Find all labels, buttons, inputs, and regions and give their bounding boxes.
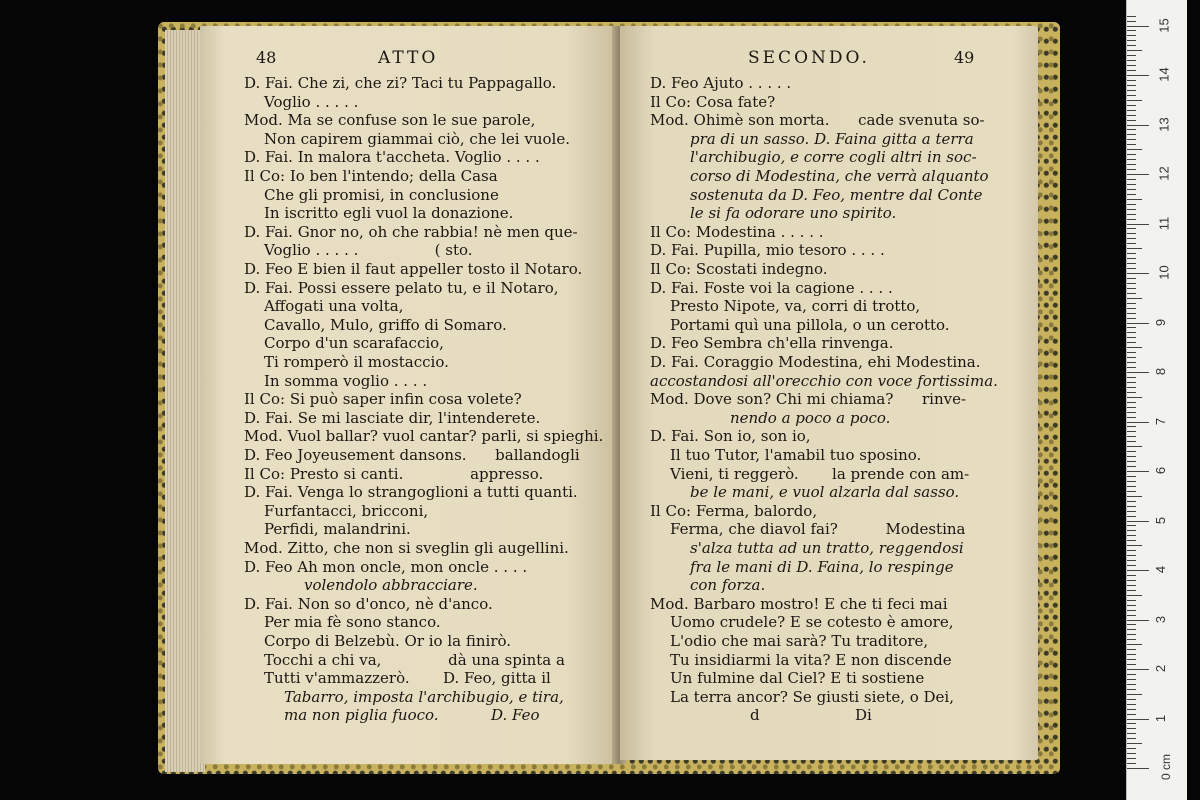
text-line: Il Co: Scostati indegno. bbox=[650, 260, 828, 278]
text-line: Affogati una volta, bbox=[264, 297, 404, 316]
ruler-tick bbox=[1127, 144, 1136, 145]
text-line: D. Feo E bien il faut appeller tosto il Notaro. bbox=[244, 260, 583, 278]
ruler-tick bbox=[1127, 204, 1136, 205]
ruler-tick bbox=[1127, 258, 1136, 259]
ruler-tick bbox=[1127, 501, 1136, 502]
ruler-tick bbox=[1127, 268, 1136, 269]
text-line: Che gli promisi, in conclusione bbox=[264, 185, 499, 204]
ruler-tick bbox=[1127, 525, 1136, 526]
ruler-tick bbox=[1127, 719, 1149, 720]
ruler-tick bbox=[1127, 214, 1136, 215]
text-line: sostenuta da D. Feo, mentre dal Conte bbox=[690, 185, 983, 204]
ruler-tick bbox=[1127, 288, 1136, 289]
ruler-tick bbox=[1127, 659, 1136, 660]
ruler-tick bbox=[1127, 184, 1136, 185]
text-line: Un fulmine dal Ciel? E ti sostiene bbox=[670, 669, 925, 688]
text-line: In somma voglio . . . . bbox=[264, 371, 428, 390]
ruler-tick bbox=[1127, 649, 1136, 650]
text-line: D. Fai. Che zi, che zi? Taci tu Pappagallo. bbox=[244, 74, 557, 92]
text-line: pra di un sasso. D. Faina gitta a terra bbox=[690, 129, 974, 148]
ruler-tick bbox=[1127, 65, 1136, 66]
ruler-tick bbox=[1127, 308, 1136, 309]
ruler-tick bbox=[1127, 174, 1149, 175]
ruler-tick bbox=[1127, 496, 1142, 497]
text-line: Corpo d'un scarafaccio, bbox=[264, 334, 444, 353]
ruler-tick bbox=[1127, 753, 1136, 754]
ruler-number: 4 bbox=[1153, 565, 1169, 574]
ruler-tick bbox=[1127, 575, 1136, 576]
ruler-tick bbox=[1127, 367, 1136, 368]
text-line: corso di Modestina, che verrà alquanto bbox=[690, 167, 989, 185]
text-line: s'alza tutta ad un tratto, reggendosi bbox=[690, 539, 964, 557]
ruler-tick bbox=[1127, 441, 1136, 442]
ruler-tick bbox=[1127, 85, 1136, 86]
ruler-tick bbox=[1127, 179, 1136, 180]
text-line: D. Feo Ajuto . . . . . bbox=[650, 74, 792, 92]
ruler-tick bbox=[1127, 362, 1136, 363]
ruler-tick bbox=[1127, 535, 1136, 536]
text-line: Perfidi, malandrini. bbox=[264, 520, 411, 539]
text-line: fra le mani di D. Faina, lo respinge bbox=[690, 557, 954, 576]
ruler-tick bbox=[1127, 456, 1136, 457]
ruler-tick bbox=[1127, 624, 1136, 625]
text-line: Mod. Vuol ballar? vuol cantar? parli, si spieghi. bbox=[244, 427, 604, 446]
ruler-tick bbox=[1127, 283, 1136, 284]
text-line: Tutti v'ammazzerò. D. Feo, gitta il bbox=[264, 669, 551, 688]
ruler-number: 11 bbox=[1156, 216, 1172, 230]
ruler-tick bbox=[1127, 253, 1136, 254]
ruler-tick bbox=[1127, 431, 1136, 432]
text-line: D. Fai. Foste voi la cagione . . . . bbox=[650, 278, 893, 297]
right-page-number: 49 bbox=[954, 48, 975, 67]
ruler-tick bbox=[1127, 743, 1142, 744]
ruler-tick bbox=[1127, 26, 1149, 27]
ruler-tick bbox=[1127, 318, 1136, 319]
right-page bbox=[620, 26, 1038, 760]
ruler-tick bbox=[1127, 491, 1136, 492]
ruler-tick bbox=[1127, 684, 1136, 685]
ruler-tick bbox=[1127, 224, 1149, 225]
ruler-tick bbox=[1127, 476, 1136, 477]
ruler-number: 8 bbox=[1153, 367, 1169, 376]
ruler-tick bbox=[1127, 120, 1136, 121]
text-line: Mod. Ohimè son morta. cade svenuta so- bbox=[650, 111, 985, 130]
text-line: Furfantacci, bricconi, bbox=[264, 501, 429, 520]
ruler-tick bbox=[1127, 352, 1136, 353]
ruler-tick bbox=[1127, 387, 1136, 388]
ruler-tick bbox=[1127, 521, 1149, 522]
ruler-tick bbox=[1127, 728, 1136, 729]
ruler-tick bbox=[1127, 16, 1136, 17]
ruler-tick bbox=[1127, 733, 1136, 734]
ruler-number: 14 bbox=[1156, 67, 1172, 82]
ruler-number: 6 bbox=[1153, 466, 1169, 475]
ruler-tick bbox=[1127, 332, 1136, 333]
ruler-unit-label: 0 cm bbox=[1159, 753, 1174, 781]
text-line: Presto Nipote, va, corri di trotto, bbox=[670, 297, 921, 316]
ruler-tick bbox=[1127, 694, 1142, 695]
ruler-number: 10 bbox=[1156, 265, 1172, 280]
ruler-tick bbox=[1127, 407, 1136, 408]
text-line: D. Fai. Se mi lasciate dir, l'intenderete. bbox=[244, 408, 541, 427]
ruler-tick bbox=[1127, 357, 1136, 358]
ruler-tick bbox=[1127, 70, 1136, 71]
ruler-tick bbox=[1127, 327, 1136, 328]
ruler-tick bbox=[1127, 243, 1136, 244]
text-line: Mod. Barbaro mostro! E che ti feci mai bbox=[650, 594, 948, 613]
ruler-tick bbox=[1127, 738, 1136, 739]
ruler-tick bbox=[1127, 159, 1136, 160]
ruler-number: 15 bbox=[1156, 17, 1172, 33]
ruler-tick bbox=[1127, 134, 1136, 135]
text-line: D. Fai. Coraggio Modestina, ehi Modestina. bbox=[650, 353, 981, 371]
ruler-tick bbox=[1127, 303, 1136, 304]
ruler-tick bbox=[1127, 80, 1136, 81]
ruler-number: 1 bbox=[1153, 714, 1169, 722]
ruler-tick bbox=[1127, 298, 1142, 299]
left-page-number: 48 bbox=[256, 48, 277, 67]
text-line: Ti romperò il mostaccio. bbox=[264, 353, 449, 371]
ruler-tick bbox=[1127, 560, 1136, 561]
ruler-tick bbox=[1127, 580, 1136, 581]
ruler-tick bbox=[1127, 313, 1136, 314]
ruler-tick bbox=[1127, 209, 1136, 210]
text-line: D. Feo Joyeusement dansons. ballandogli bbox=[244, 446, 580, 464]
ruler-tick bbox=[1127, 110, 1136, 111]
text-line: nendo a poco a poco. bbox=[730, 408, 891, 427]
text-line: volendolo abbracciare. bbox=[304, 576, 478, 595]
ruler-tick bbox=[1127, 669, 1149, 670]
ruler-tick bbox=[1127, 233, 1136, 234]
ruler-tick bbox=[1127, 129, 1136, 130]
text-line: Portami quì una pillola, o un cerotto. bbox=[670, 315, 950, 334]
ruler-tick bbox=[1127, 293, 1136, 294]
ruler-tick bbox=[1127, 194, 1136, 195]
ruler-tick bbox=[1127, 105, 1136, 106]
ruler-number: 2 bbox=[1153, 664, 1169, 673]
ruler-tick bbox=[1127, 199, 1142, 200]
text-line: Mod. Zitto, che non si sveglin gli augellini. bbox=[244, 539, 569, 557]
ruler-tick bbox=[1127, 248, 1142, 249]
text-line: D. Feo Sembra ch'ella rinvenga. bbox=[650, 334, 894, 353]
ruler-tick bbox=[1127, 342, 1136, 343]
ruler-tick bbox=[1127, 392, 1136, 393]
ruler-tick bbox=[1127, 446, 1142, 447]
ruler-tick bbox=[1127, 723, 1136, 724]
ruler-tick bbox=[1127, 55, 1136, 56]
ruler-tick bbox=[1127, 758, 1136, 759]
ruler-tick bbox=[1127, 634, 1136, 635]
text-line: Mod. Ma se confuse son le sue parole, bbox=[244, 111, 536, 130]
ruler-tick bbox=[1127, 699, 1136, 700]
ruler-tick bbox=[1127, 639, 1136, 640]
ruler-tick bbox=[1127, 115, 1136, 116]
ruler-tick bbox=[1127, 763, 1136, 764]
text-line: Voglio . . . . . bbox=[264, 92, 359, 111]
ruler-tick bbox=[1127, 100, 1142, 101]
ruler-tick bbox=[1127, 377, 1136, 378]
ruler-tick bbox=[1127, 516, 1136, 517]
text-line: Cavallo, Mulo, griffo di Somaro. bbox=[264, 315, 507, 334]
text-line: l'archibugio, e corre cogli altri in soc- bbox=[690, 148, 977, 167]
ruler-tick bbox=[1127, 511, 1136, 512]
ruler-tick bbox=[1127, 555, 1136, 556]
ruler-tick bbox=[1127, 506, 1136, 507]
ruler-tick bbox=[1127, 644, 1142, 645]
text-line: Per mia fè sono stanco. bbox=[264, 613, 441, 632]
text-line: Tocchi a chi va, dà una spinta a bbox=[264, 650, 565, 669]
ruler-tick bbox=[1127, 149, 1142, 150]
ruler-tick bbox=[1127, 654, 1136, 655]
text-line: accostandosi all'orecchio con voce fortissima. bbox=[650, 371, 998, 390]
text-line: Il Co: Ferma, balordo, bbox=[650, 501, 818, 520]
ruler-tick bbox=[1127, 451, 1136, 452]
ruler-tick bbox=[1127, 278, 1136, 279]
ruler-tick bbox=[1127, 273, 1149, 274]
ruler-tick bbox=[1127, 139, 1136, 140]
ruler-number: 13 bbox=[1156, 116, 1172, 132]
ruler-tick bbox=[1127, 530, 1136, 531]
ruler-tick bbox=[1127, 471, 1149, 472]
ruler-tick bbox=[1127, 21, 1136, 22]
ruler-tick bbox=[1127, 714, 1136, 715]
ruler-tick bbox=[1127, 540, 1136, 541]
text-line: La terra ancor? Se giusti siete, o Dei, bbox=[670, 687, 954, 706]
ruler-tick bbox=[1127, 323, 1149, 324]
ruler-tick bbox=[1127, 704, 1136, 705]
ruler-tick bbox=[1127, 768, 1149, 769]
text-line: D. Fai. Possi essere pelato tu, e il Notaro, bbox=[244, 278, 559, 297]
ruler-tick bbox=[1127, 45, 1136, 46]
ruler-tick bbox=[1127, 486, 1136, 487]
ruler-tick bbox=[1127, 595, 1142, 596]
ruler-tick bbox=[1127, 748, 1136, 749]
ruler-tick bbox=[1127, 189, 1136, 190]
ruler-number: 12 bbox=[1156, 166, 1172, 181]
ruler-tick bbox=[1127, 466, 1136, 467]
ruler-tick bbox=[1127, 75, 1149, 76]
text-line: D. Fai. In malora t'accheta. Voglio . . . . bbox=[244, 148, 540, 167]
text-line: con forza. bbox=[690, 576, 766, 595]
text-line: Il Co: Io ben l'intendo; della Casa bbox=[244, 167, 498, 185]
ruler-tick bbox=[1127, 689, 1136, 690]
text-line: Uomo crudele? E se cotesto è amore, bbox=[670, 613, 954, 632]
ruler-tick bbox=[1127, 620, 1149, 621]
left-page bbox=[200, 26, 615, 764]
ruler-tick bbox=[1127, 154, 1136, 155]
text-line: D. Fai. Gnor no, oh che rabbia! nè men que- bbox=[244, 222, 578, 241]
text-line: Ferma, che diavol fai? Modestina bbox=[670, 520, 966, 539]
ruler-tick bbox=[1127, 545, 1142, 546]
ruler-tick bbox=[1127, 164, 1136, 165]
ruler-tick bbox=[1127, 402, 1136, 403]
ruler-tick bbox=[1127, 550, 1136, 551]
ruler-tick bbox=[1127, 570, 1149, 571]
ruler-tick bbox=[1127, 436, 1136, 437]
ruler-tick bbox=[1127, 615, 1136, 616]
ruler-tick bbox=[1127, 90, 1136, 91]
ruler-tick bbox=[1127, 347, 1142, 348]
ruler-tick bbox=[1127, 95, 1136, 96]
ruler-tick bbox=[1127, 709, 1136, 710]
ruler-number: 9 bbox=[1153, 318, 1169, 326]
ruler-tick bbox=[1127, 426, 1136, 427]
ruler-tick bbox=[1127, 585, 1136, 586]
ruler-tick bbox=[1127, 679, 1136, 680]
ruler-tick bbox=[1127, 461, 1136, 462]
text-line: Mod. Dove son? Chi mi chiama? rinve- bbox=[650, 390, 967, 409]
ruler-tick bbox=[1127, 565, 1136, 566]
ruler-tick bbox=[1127, 30, 1136, 31]
text-line: Il Co: Presto si canti. appresso. bbox=[244, 464, 544, 483]
text-line: D. Fai. Venga lo strangoglioni a tutti quanti. bbox=[244, 483, 578, 502]
ruler-tick bbox=[1127, 238, 1136, 239]
text-line: Il Co: Si può saper infin cosa volete? bbox=[244, 390, 522, 409]
text-line: Vieni, ti reggerò. la prende con am- bbox=[670, 464, 970, 483]
ruler-tick bbox=[1127, 605, 1136, 606]
ruler-tick bbox=[1127, 422, 1149, 423]
text-line: D. Feo Ah mon oncle, mon oncle . . . . bbox=[244, 557, 528, 576]
text-line: d Di bbox=[750, 706, 872, 725]
ruler-number: 5 bbox=[1153, 516, 1169, 524]
text-line: le si fa odorare uno spirito. bbox=[690, 204, 897, 223]
text-line: D. Fai. Son io, son io, bbox=[650, 427, 811, 446]
ruler-tick bbox=[1127, 674, 1136, 675]
text-line: L'odio che mai sarà? Tu traditore, bbox=[670, 632, 929, 650]
text-line: D. Fai. Pupilla, mio tesoro . . . . bbox=[650, 241, 885, 260]
ruler-tick bbox=[1127, 610, 1136, 611]
text-line: be le mani, e vuol alzarla dal sasso. bbox=[690, 483, 960, 502]
ruler-tick bbox=[1127, 397, 1142, 398]
text-line: Tabarro, imposta l'archibugio, e tira, bbox=[284, 687, 564, 706]
ruler-tick bbox=[1127, 412, 1136, 413]
ruler-tick bbox=[1127, 481, 1136, 482]
ruler-tick bbox=[1127, 169, 1136, 170]
ruler-tick bbox=[1127, 600, 1136, 601]
scale-ruler bbox=[1126, 0, 1187, 800]
ruler-tick bbox=[1127, 50, 1142, 51]
ruler-tick bbox=[1127, 60, 1136, 61]
ruler-tick bbox=[1127, 219, 1136, 220]
ruler-tick bbox=[1127, 417, 1136, 418]
ruler-tick bbox=[1127, 372, 1149, 373]
text-line: Tu insidiarmi la vita? E non discende bbox=[670, 650, 952, 669]
ruler-tick bbox=[1127, 228, 1136, 229]
ruler-tick bbox=[1127, 590, 1136, 591]
left-page-header: ATTO bbox=[378, 48, 439, 68]
ruler-tick bbox=[1127, 125, 1149, 126]
page-edges bbox=[165, 30, 205, 772]
text-line: Voglio . . . . . ( sto. bbox=[264, 241, 473, 260]
text-line: ma non piglia fuoco. D. Feo bbox=[284, 706, 540, 725]
ruler-tick bbox=[1127, 337, 1136, 338]
ruler-tick bbox=[1127, 382, 1136, 383]
ruler-tick bbox=[1127, 35, 1136, 36]
ruler-number: 3 bbox=[1153, 615, 1169, 623]
text-line: Il Co: Modestina . . . . . bbox=[650, 222, 824, 241]
right-page-header: SECONDO. bbox=[748, 48, 870, 68]
ruler-tick bbox=[1127, 263, 1136, 264]
text-line: D. Fai. Non so d'onco, nè d'anco. bbox=[244, 594, 493, 613]
text-line: Il tuo Tutor, l'amabil tuo sposino. bbox=[670, 446, 922, 464]
ruler-tick bbox=[1127, 664, 1136, 665]
text-line: Il Co: Cosa fate? bbox=[650, 92, 776, 111]
ruler-number: 7 bbox=[1153, 417, 1169, 425]
text-line: In iscritto egli vuol la donazione. bbox=[264, 204, 514, 223]
ruler-tick bbox=[1127, 629, 1136, 630]
text-line: Non capirem giammai ciò, che lei vuole. bbox=[264, 129, 570, 148]
ruler-tick bbox=[1127, 40, 1136, 41]
text-line: Corpo di Belzebù. Or io la finirò. bbox=[264, 632, 512, 650]
